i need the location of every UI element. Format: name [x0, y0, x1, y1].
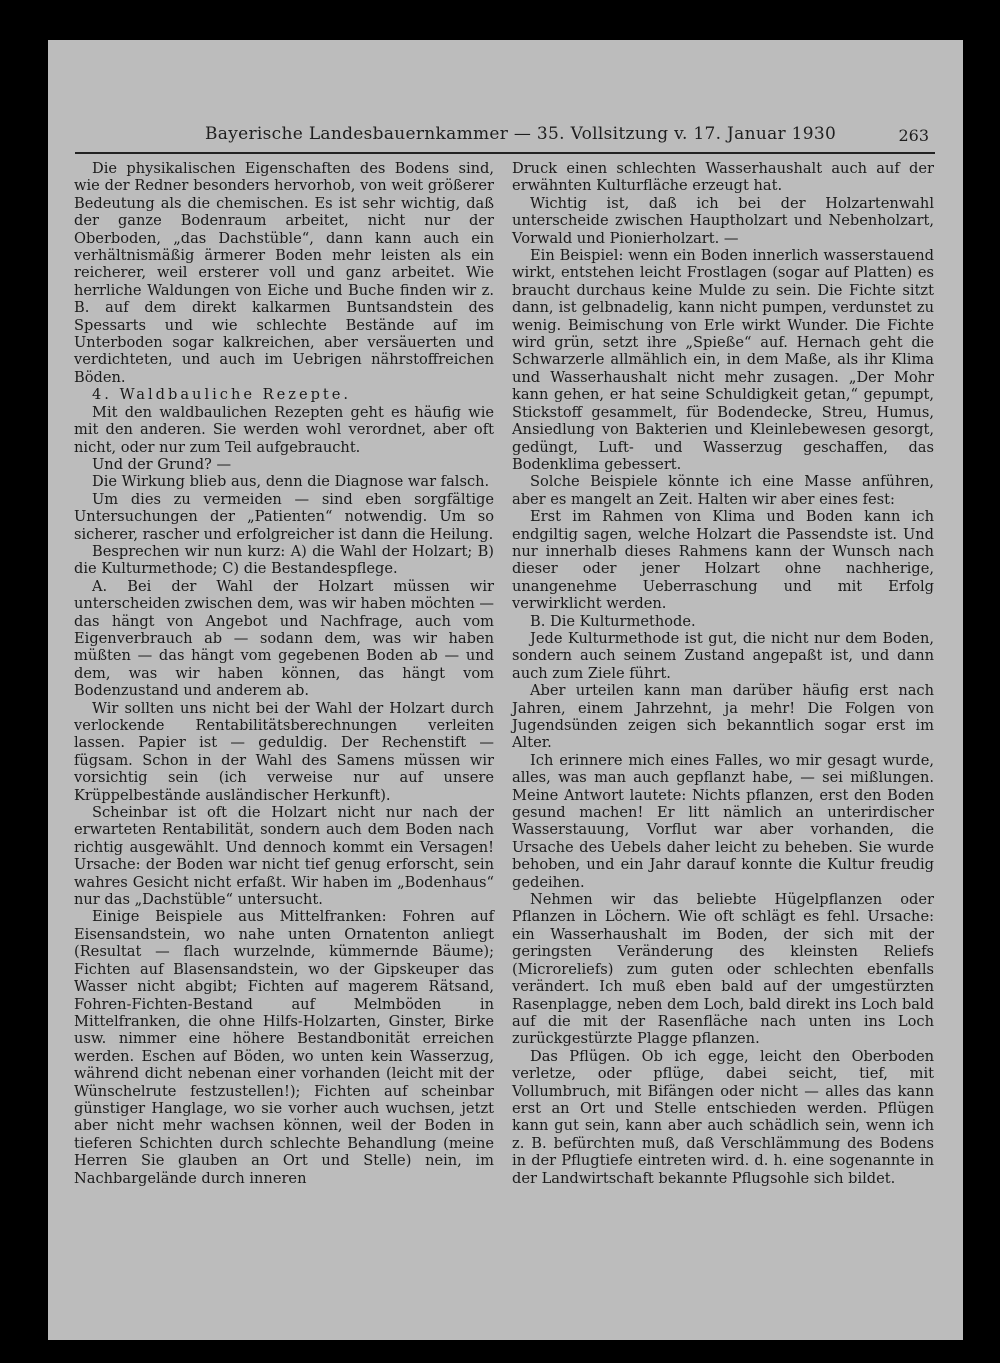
page-header [75, 118, 935, 154]
emphasized-paragraph: Erst im Rahmen von Klima und Boden kann ich endgiltig sagen, welche Holzart die Passendste ist. Und nur innerhalb dieses Rahmens kann der Wunsch nach dieser oder jener Holzart ohne nachherige, unangenehme Ueberraschung und mit Erfolg verwirklicht werden. [512, 508, 934, 613]
paragraph: Solche Beispiele könnte ich eine Masse anführen, aber es mangelt an Zeit. Halten wir aber eines fest: [512, 473, 934, 508]
paragraph: Nehmen wir das beliebte Hügelpflanzen oder Pflanzen in Löchern. Wie oft schlägt es fehl. Ursache: ein Wasserhaushalt im Boden, der sich mit der geringsten Veränderung des kleinsten Reliefs (Microreliefs) zum guten oder schlechten ebenfalls verändert. Ich muß eben bald auf der umgestürzten Rasenplagge, neben dem Loch, bald direkt ins Loch bald auf die mit der Rasenfläche nach unten ins Loch zurückgestürzte Plagge pflanzen. [512, 891, 934, 1048]
paragraph: Um dies zu vermeiden — sind eben sorgfältige Untersuchungen der „Patienten“ notwendig. Um so sicherer, rascher und erfolgreicher ist dann die Heilung. [74, 490, 494, 543]
paragraph: Druck einen schlechten Wasserhaushalt auch auf der erwähnten Kulturfläche erzeugt hat. [512, 160, 934, 195]
paragraph: Ich erinnere mich eines Falles, wo mir gesagt wurde, alles, was man auch gepflanzt habe, — sei mißlungen. Meine Antwort lautete: Nichts pflanzen, erst den Boden gesund machen! Er litt nämlich an unterirdischer Wasserstauung, Vorflut war aber vorhanden, die Ursache des Uebels daher leicht zu beheben. Sie wurde behoben, und ein Jahr darauf konnte die Kultur freudig gedeihen. [512, 751, 934, 891]
paragraph: Ein Beispiel: wenn ein Boden innerlich wasserstauend wirkt, entstehen leicht Frostlagen (sogar auf Platten) es braucht durchaus keine Mulde zu sein. Die Fichte sitzt dann, ist gelbnadelig, kann nicht pumpen, verdunstet zu wenig. Beimischung von Erle wirkt Wunder. Die Fichte wird grün, setzt ihre „Spieße“ auf. Hernach geht die Schwarzerle allmählich ein, in dem Maße, als ihr Klima und Wasserhaushalt nicht mehr zusagen. „Der Mohr kann gehen, er hat seine Schuldigkeit getan,“ gepumpt, Stickstoff gesammelt, für Bodendecke, Streu, Humus, Ansiedlung von Bakterien und Kleinlebewesen gesorgt, gedüngt, Luft- und Wasserzug geschaffen, das Bodenklima gebessert. [512, 247, 934, 473]
paragraph: Das Pflügen. Ob ich egge, leicht den Oberboden verletze, oder pflüge, dabei seicht, tief, mit Vollumbruch, mit Bifängen oder nicht — alles das kann erst an Ort und Stelle entschieden werden. Pflügen kann gut sein, kann aber auch schädlich sein, wenn ich z. B. befürchten muß, daß Verschlämmung des Bodens in der Pflugtiefe eintreten wird. d. h. eine sogenannte in der Landwirtschaft bekannte Pflugsohle sich bildet. [512, 1047, 934, 1187]
paragraph: Aber urteilen kann man darüber häufig erst nach Jahren, einem Jahrzehnt, ja mehr! Die Folgen von Jugendsünden zeigen sich bekanntlich sogar erst im Alter. [512, 682, 934, 752]
scanned-page [48, 40, 963, 1340]
paragraph: Wir sollten uns nicht bei der Wahl der Holzart durch verlockende Rentabilitätsberechnungen verleiten lassen. Papier ist — geduldig. Der Rechenstift — fügsam. Schon in der Wahl des Samens müssen wir vorsichtig sein (ich verweise nur auf unsere Krüppelbestände ausländischer Herkunft). [74, 699, 494, 804]
paragraph: Wichtig ist, daß ich bei der Holzartenwahl unterscheide zwischen Hauptholzart und Nebenholzart, Vorwald und Pionierholzart. — [512, 194, 934, 247]
right-column [512, 160, 934, 1187]
paragraph: Und der Grund? — [92, 455, 232, 473]
running-title: Bayerische Landesbauernkammer — 35. Vollsitzung v. 17. Januar 1930 [205, 124, 837, 144]
paragraph: Scheinbar ist oft die Holzart nicht nur nach der erwarteten Rentabilität, sondern auch dem Boden nach richtig ausgewählt. Und dennoch kommt ein Versagen! Ursache: der Boden war nicht tief genug erforscht, sein wahres Gesicht nicht erfaßt. Wir haben im „Bodenhaus“ nur das „Dachstüble“ untersucht. [74, 804, 494, 909]
paragraph: Die Wirkung blieb aus, denn die Diagnose war falsch. [92, 473, 490, 491]
paragraph: Einige Beispiele aus Mittelfranken: Fohren auf Eisensandstein, wo nahe unten Ornatenton anliegt (Resultat — flach wurzelnde, kümmernde Bäume); Fichten auf Blasensandstein, wo der Gipskeuper das Wasser nicht abgibt; Fichten auf magerem Rätsand, Fohren-Fichten-Bestand auf Melmböden in Mittelfranken, die ohne Hilfs-Holzarten, Ginster, Birke usw. nimmer eine höhere Bestandbonität erreichen werden. Eschen auf Böden, wo unten kein Wasserzug, während dicht nebenan einer vorhanden (leicht mit der Wünschelrute festzustellen!); Fichten auf scheinbar günstiger Hanglage, wo sie vorher auch wuchsen, jetzt aber nicht mehr wachsen können, weil der Boden in tieferen Schichten durch schlechte Behandlung (meine Herren Sie glauben an Ort und Stelle) nein, im Nachbargelände durch inneren [74, 908, 494, 1187]
paragraph: Mit den waldbaulichen Rezepten geht es häufig wie mit den anderen. Sie werden wohl verordnet, aber oft nicht, oder nur zum Teil aufgebraucht. [74, 403, 494, 456]
paragraph: Jede Kulturmethode ist gut, die nicht nur dem Boden, sondern auch seinem Zustand angepaßt ist, und dann auch zum Ziele führt. [512, 629, 934, 682]
section-heading: B. Die Kulturmethode. [530, 612, 696, 630]
paragraph: A. Bei der Wahl der Holzart müssen wir unterscheiden zwischen dem, was wir haben möchten — das hängt von Angebot und Nachfrage, auch vom Eigenverbrauch ab — sodann dem, was wir haben müßten — das hängt vom gegebenen Boden ab — und dem, was wir haben können, das hängt vom Bodenzustand und anderem ab. [74, 577, 494, 700]
paragraph: Die physikalischen Eigenschaften des Bodens sind, wie der Redner besonders hervorhob, von weit größerer Bedeutung als die chemischen. Es ist sehr wichtig, daß der ganze Bodenraum arbeitet, nicht nur der Oberboden, „das Dachstüble“, dann kann auch ein verhältnismäßig ärmerer Boden mehr leisten als ein reicherer, weil ersterer voll und ganz arbeitet. Wie herrliche Waldungen von Eiche und Buche finden wir z. B. auf dem direkt kalkarmen Buntsandstein des Spessarts und wie schlechte Bestände auf im Unterboden sogar kalkreichen, aber versäuerten und verdichteten, und auch im Uebrigen nährstoffreichen Böden. [74, 160, 494, 386]
left-column [74, 160, 494, 1187]
section-heading: 4. Waldbauliche Rezepte. [92, 386, 352, 404]
page-number: 263 [898, 126, 929, 145]
paragraph: Besprechen wir nun kurz: A) die Wahl der Holzart; B) die Kulturmethode; C) die Bestandespflege. [74, 542, 494, 578]
